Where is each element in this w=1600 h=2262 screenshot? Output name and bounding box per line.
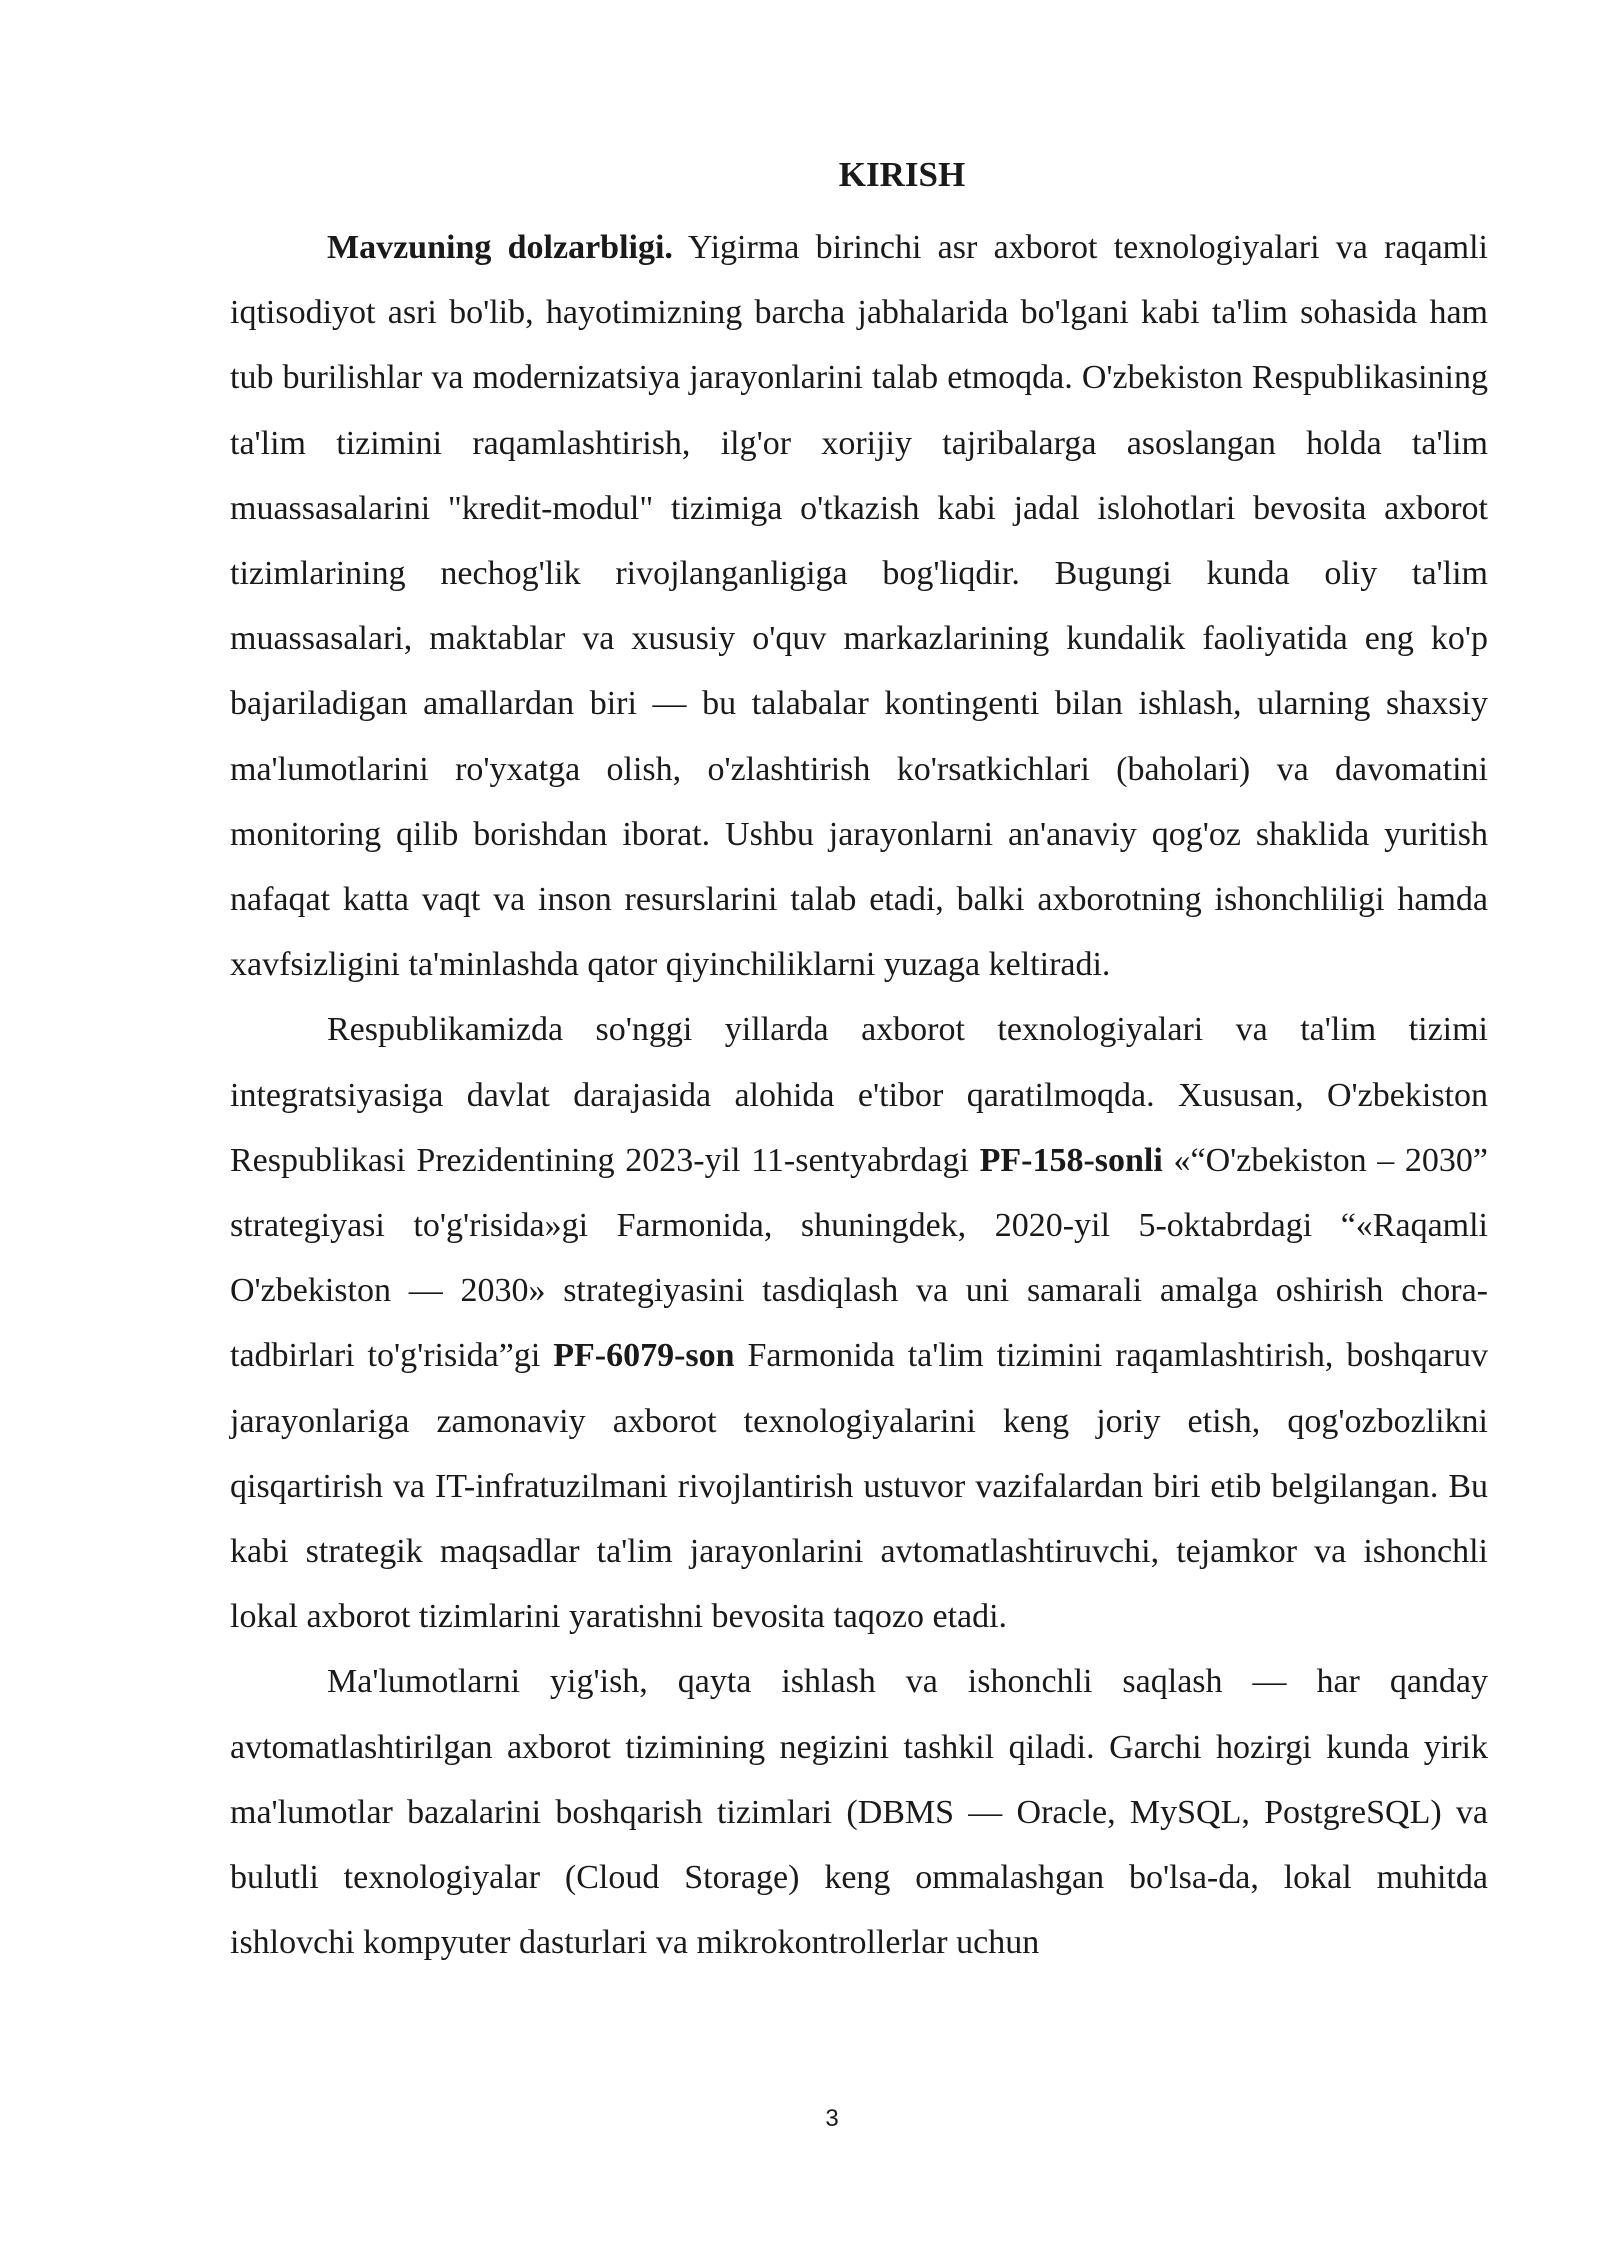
- decree-number-bold: PF-158-sonli: [979, 1141, 1163, 1179]
- paragraph-text: Farmonida ta'lim tizimini raqamlashtirish, boshqaruv jarayonlariga zamonaviy axborot texnologiyalarini keng joriy etish, qog'ozbozlikni qisqartirish va IT-infratuzilmani rivojlantirish ustuvor vazifalardan biri etib belgilangan. Bu kabi strategik maqsadlar ta'lim jarayonlarini avtomatlashtiruvchi, tejamkor va ishonchli lokal axborot tizimlarini yaratishni bevosita taqozo etadi.: [230, 1337, 1488, 1636]
- paragraph-state-policy: [230, 997, 1488, 1649]
- page-number: 3: [825, 2105, 839, 2132]
- paragraph-text: «“O'zbekiston – 2030” strategiyasi to'g'risida»gi Farmonida, shuningdek, 2020-yil 5-oktabrdagi “«Raqamli O'zbekiston — 2030» strategiyasini tasdiqlash va uni samarali amalga oshirish chora-tadbirlari to'g'risida”gi: [230, 1141, 1488, 1375]
- paragraph-lead-bold: Mavzuning dolzarbligi.: [327, 229, 673, 266]
- paragraph-text: Yigirma birinchi asr axborot texnologiyalari va raqamli iqtisodiyot asri bo'lib, hayotimizning barcha jabhalarida bo'lgani kabi ta'lim sohasida ham tub burilishlar va modernizatsiya jarayonlarini talab etmoqda. O'zbekiston Respublikasining ta'lim tizimini raqamlashtirish, ilg'or xorijiy tajribalarga asoslangan holda ta'lim muassasalarini "kredit-modul" tizimiga o'tkazish kabi jadal islohotlari bevosita axborot tizimlarining nechog'lik rivojlanganligiga bog'liqdir. Bugungi kunda oliy ta'lim muassasalari, maktablar va xususiy o'quv markazlarining kundalik faoliyatida eng ko'p bajariladigan amallardan biri — bu talabalar kontingenti bilan ishlash, ularning shaxsiy ma'lumotlarini ro'yxatga olish, o'zlashtirish ko'rsatkichlari (baholari) va davomatini monitoring qilib borishdan iborat. Ushbu jarayonlarni an'anaviy qog'oz shaklida yuritish nafaqat katta vaqt va inson resurslarini talab etadi, balki axborotning ishonchliligi hamda xavfsizligini ta'minlashda qator qiyinchiliklarni yuzaga keltiradi.: [230, 229, 1489, 984]
- paragraph-relevance: [230, 215, 1488, 997]
- paragraph-data-storage: [230, 1649, 1488, 1975]
- decree-number-bold: PF-6079-son: [553, 1337, 735, 1375]
- paragraph-text: Respublikamizda so'nggi yillarda axborot texnologiyalari va ta'lim tizimi integratsiyasiga davlat darajasida alohida e'tibor qaratilmoqda. Xususan, O'zbekiston Respublikasi Prezidentining 2023-yil 11-sentyabrdagi: [230, 1011, 1488, 1179]
- section-heading: KIRISH: [838, 155, 966, 194]
- document-page: [230, 150, 1488, 1975]
- paragraph-text: Ma'lumotlarni yig'ish, qayta ishlash va ishonchli saqlash — har qanday avtomatlashtirilgan axborot tizimining negizini tashkil qiladi. Garchi hozirgi kunda yirik ma'lumotlar bazalarini boshqarish tizimlari (DBMS — Oracle, MySQL, PostgreSQL) va bulutli texnologiyalar (Cloud Storage) keng ommalashgan bo'lsa-da, lokal muhitda ishlovchi kompyuter dasturlari va mikrokontrollerlar uchun: [230, 1663, 1488, 1962]
